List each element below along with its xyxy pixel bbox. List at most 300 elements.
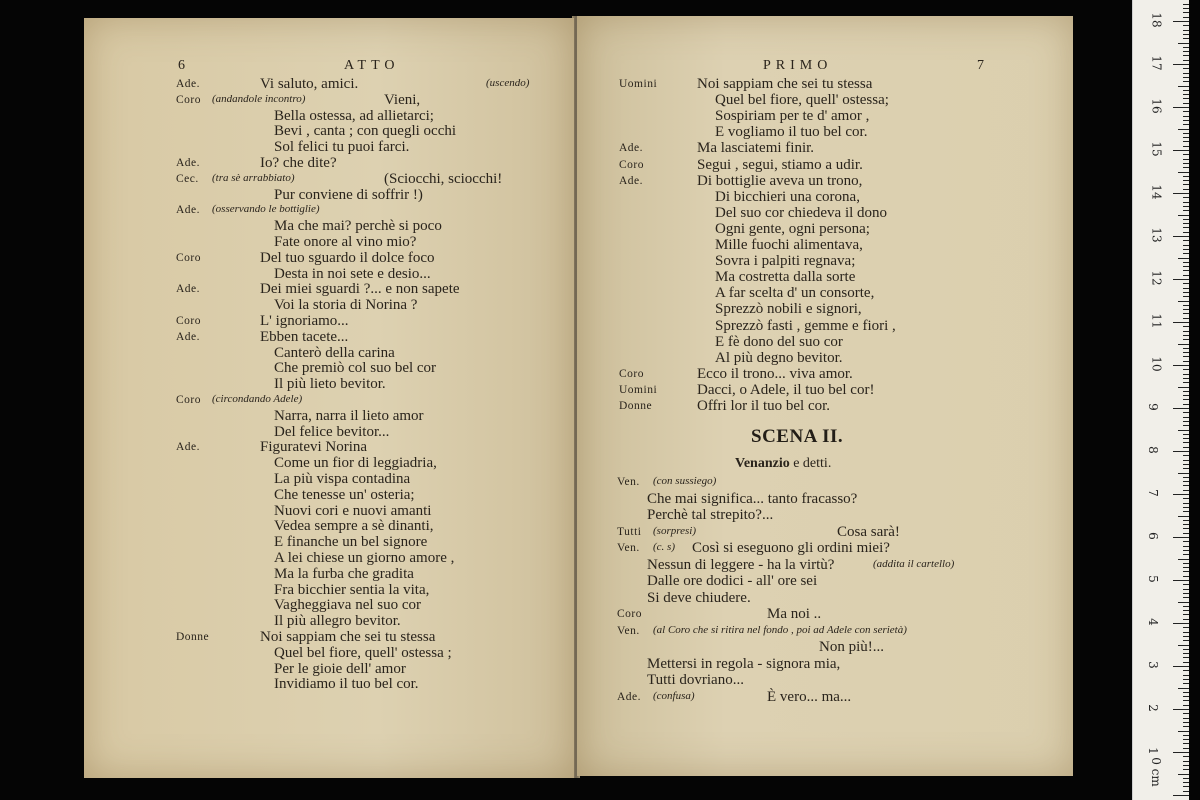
verse-line: Narra, narra il lieto amor — [274, 407, 424, 424]
ruler-tick — [1183, 202, 1189, 203]
verse-line: Che premiò col suo bel cor — [274, 360, 437, 377]
ruler-tick — [1183, 339, 1189, 340]
ruler-number: 5 — [1145, 575, 1160, 583]
verse-line: Fra bicchier sentia la vita, — [274, 581, 430, 598]
ruler-tick — [1178, 258, 1189, 259]
ruler-tick — [1183, 567, 1189, 568]
ruler-tick — [1183, 718, 1189, 719]
verse-line: Io? che dite? — [260, 155, 337, 171]
right-page — [577, 16, 1073, 776]
verse-line: Quel bel fiore, quell' ostessa ; — [274, 644, 452, 661]
ruler-number: 18 — [1149, 12, 1164, 28]
stage-direction: (osservando le bottiglie) — [212, 203, 320, 216]
ruler-tick — [1183, 275, 1189, 276]
verse-line: Invidiamo il tuo bel cor. — [274, 676, 419, 693]
ruler-tick — [1173, 236, 1189, 237]
ruler-tick — [1183, 705, 1189, 706]
verse-line: Noi sappiam che sei tu stessa — [697, 76, 873, 92]
verse-line: Così si eseguono gli ordini miei? — [692, 540, 890, 556]
ruler-tick — [1178, 645, 1189, 646]
speaker-name: Ade. — [619, 142, 644, 155]
verse-line: Nuovi cori e nuovi amanti — [274, 502, 432, 519]
speaker-name: Coro — [176, 251, 201, 264]
ruler-tick — [1183, 146, 1189, 147]
ruler-tick — [1183, 412, 1189, 413]
verse-line: Dacci, o Adele, il tuo bel cor! — [697, 381, 875, 398]
ruler-tick — [1183, 81, 1189, 82]
ruler-number: 13 — [1149, 227, 1164, 243]
ruler-tick — [1183, 769, 1189, 770]
verse-line: Ma noi .. — [767, 606, 822, 622]
ruler-tick — [1178, 387, 1189, 388]
ruler-tick — [1183, 163, 1189, 164]
ruler-tick — [1183, 68, 1189, 69]
ruler-tick — [1183, 55, 1189, 56]
ruler-tick — [1173, 408, 1189, 409]
ruler-tick — [1183, 761, 1189, 762]
stage-direction: (circondando Adele) — [212, 393, 303, 405]
ruler-tick — [1183, 47, 1189, 48]
ruler-tick — [1183, 589, 1189, 590]
ruler-tick — [1183, 283, 1189, 284]
ruler-tick — [1183, 98, 1189, 99]
characters-rest: e detti. — [793, 456, 832, 471]
ruler-tick — [1183, 662, 1189, 663]
ruler-unit: 0 cm — [1148, 757, 1163, 787]
page-header: ATTO — [344, 58, 400, 73]
verse-line: Canterò della carina — [274, 344, 395, 361]
ruler-number: 9 — [1145, 403, 1160, 411]
ruler-tick — [1183, 748, 1189, 749]
verse-line: Figuratevi Norina — [260, 439, 368, 456]
ruler-tick — [1173, 193, 1189, 194]
ruler-tick — [1173, 494, 1189, 495]
ruler-tick — [1183, 120, 1189, 121]
ruler-tick — [1178, 731, 1189, 732]
ruler-tick — [1183, 756, 1189, 757]
ruler-number: 1 — [1145, 747, 1160, 755]
ruler-tick — [1178, 559, 1189, 560]
ruler-tick — [1178, 215, 1189, 216]
ruler-tick — [1178, 129, 1189, 130]
ruler-tick — [1183, 503, 1189, 504]
ruler-tick — [1183, 679, 1189, 680]
verse-line: Tutti dovriano... — [647, 672, 744, 688]
ruler-tick — [1183, 546, 1189, 547]
ruler-tick — [1183, 627, 1189, 628]
speaker-name: Cec. — [176, 172, 199, 185]
ruler-number: 16 — [1149, 98, 1164, 114]
ruler-tick — [1183, 481, 1189, 482]
ruler-tick — [1183, 73, 1189, 74]
ruler-tick — [1183, 219, 1189, 220]
ruler-tick — [1183, 636, 1189, 637]
stage-direction: (tra sè arrabbiato) — [212, 171, 295, 184]
ruler-tick — [1173, 623, 1189, 624]
ruler-tick — [1183, 313, 1189, 314]
ruler-tick — [1183, 743, 1189, 744]
ruler-tick — [1183, 266, 1189, 267]
verse-line: Bella ostessa, ad allietarci; — [274, 107, 434, 124]
verse-line: Vagheggiava nel suo cor — [274, 597, 422, 614]
verse-line: Di bicchieri una corona, — [715, 188, 860, 205]
verse-line: Non più!... — [819, 639, 884, 655]
verse-line: Del tuo sguardo il dolce foco — [260, 249, 435, 266]
ruler-number: 4 — [1145, 618, 1160, 626]
ruler-tick — [1183, 227, 1189, 228]
speaker-name: Tutti — [617, 525, 642, 538]
ruler-tick — [1183, 391, 1189, 392]
ruler-tick — [1183, 576, 1189, 577]
ruler-tick — [1183, 404, 1189, 405]
ruler-number: 14 — [1149, 184, 1164, 200]
page-header: PRIMO — [763, 58, 833, 73]
ruler-tick — [1183, 507, 1189, 508]
speaker-name: Ade. — [176, 441, 201, 454]
ruler-tick — [1183, 34, 1189, 35]
ruler-tick — [1178, 473, 1189, 474]
ruler-tick — [1183, 550, 1189, 551]
ruler-tick — [1183, 223, 1189, 224]
ruler-tick — [1183, 447, 1189, 448]
ruler-tick — [1183, 533, 1189, 534]
verse-line: La più vispa contadina — [274, 471, 411, 487]
scene-title: SCENA II. — [751, 426, 844, 447]
verse-line: Ma costretta dalla sorte — [715, 269, 856, 286]
ruler-tick — [1183, 137, 1189, 138]
ruler-tick — [1183, 395, 1189, 396]
ruler-number: 12 — [1149, 270, 1164, 286]
ruler-tick — [1183, 378, 1189, 379]
ruler-tick — [1183, 30, 1189, 31]
ruler-tick — [1183, 176, 1189, 177]
ruler-number: 2 — [1145, 704, 1160, 712]
verse-line: E finanche un bel signore — [274, 534, 428, 551]
ruler-tick — [1183, 374, 1189, 375]
ruler-tick — [1183, 528, 1189, 529]
ruler-tick — [1173, 64, 1189, 65]
ruler-tick — [1183, 197, 1189, 198]
ruler-tick — [1173, 451, 1189, 452]
speaker-name: Ade. — [176, 157, 201, 169]
speaker-name: Ade. — [619, 174, 644, 187]
verse-line: Di bottiglie aveva un trono, — [697, 172, 863, 189]
speaker-name: Ade. — [176, 78, 201, 90]
verse-line: Mille fuochi alimentava, — [715, 237, 863, 253]
stage-direction-right: (uscendo) — [486, 77, 530, 89]
ruler-tick — [1183, 739, 1189, 740]
ruler-tick — [1183, 154, 1189, 155]
ruler-tick — [1183, 12, 1189, 13]
ruler-tick — [1183, 675, 1189, 676]
ruler-tick — [1183, 606, 1189, 607]
verse-line: Al più degno bevitor. — [715, 349, 843, 366]
speaker-name: Ven. — [617, 476, 640, 488]
ruler-tick — [1183, 460, 1189, 461]
ruler-tick — [1183, 38, 1189, 39]
verse-line: Sospiriam per te d' amor , — [715, 108, 870, 125]
ruler-tick — [1183, 94, 1189, 95]
ruler-tick — [1183, 335, 1189, 336]
ruler-tick — [1183, 184, 1189, 185]
verse-line: Come un fior di leggiadria, — [274, 455, 437, 472]
ruler-tick — [1183, 571, 1189, 572]
ruler-tick — [1183, 25, 1189, 26]
ruler-tick — [1178, 86, 1189, 87]
ruler-tick — [1183, 692, 1189, 693]
ruler-tick — [1183, 17, 1189, 18]
ruler-tick — [1183, 765, 1189, 766]
ruler-tick — [1183, 4, 1189, 5]
verse-line: Del felice bevitor... — [274, 423, 390, 440]
ruler-tick — [1173, 795, 1189, 796]
ruler-tick — [1183, 610, 1189, 611]
ruler-tick — [1183, 331, 1189, 332]
ruler-tick — [1183, 485, 1189, 486]
ruler-tick — [1183, 464, 1189, 465]
ruler-tick — [1183, 619, 1189, 620]
verse-line: È vero... ma... — [767, 688, 852, 705]
ruler-tick — [1173, 21, 1189, 22]
ruler-tick — [1183, 399, 1189, 400]
ruler-tick — [1183, 421, 1189, 422]
ruler-tick — [1173, 365, 1189, 366]
ruler-tick — [1183, 159, 1189, 160]
ruler-tick — [1183, 111, 1189, 112]
ruler-tick — [1183, 541, 1189, 542]
ruler-tick — [1183, 786, 1189, 787]
ruler-number: 7 — [1145, 489, 1160, 497]
ruler-tick — [1183, 249, 1189, 250]
verse-line: Si deve chiudere. — [647, 589, 751, 606]
ruler-tick — [1183, 245, 1189, 246]
ruler-tick — [1183, 554, 1189, 555]
ruler-tick — [1183, 593, 1189, 594]
speaker-name: Ven. — [617, 542, 640, 554]
verse-line: Sprezzò fasti , gemme e fiori , — [715, 317, 896, 334]
ruler-tick — [1178, 172, 1189, 173]
ruler-number: 10 — [1149, 356, 1164, 372]
ruler-number: 6 — [1145, 532, 1160, 540]
verse-line: Sol felici tu puoi farci. — [274, 139, 410, 156]
verse-line: A lei chiese un giorno amore , — [274, 550, 455, 566]
ruler-tick — [1183, 292, 1189, 293]
ruler-tick — [1183, 791, 1189, 792]
ruler-tick — [1183, 477, 1189, 478]
ruler-number: 11 — [1149, 313, 1164, 329]
speaker-name: Coro — [619, 367, 644, 380]
ruler-tick — [1183, 240, 1189, 241]
ruler-tick — [1183, 700, 1189, 701]
ruler-tick — [1183, 8, 1189, 9]
ruler-tick — [1183, 296, 1189, 297]
ruler-tick — [1183, 210, 1189, 211]
verse-line: Fate onore al vino mio? — [274, 234, 417, 250]
verse-line: Sprezzò nobili e signori, — [715, 301, 862, 318]
ruler-number: 15 — [1149, 141, 1164, 157]
stage-direction: (al Coro che si ritira nel fondo , poi ad Adele con serietà) — [653, 623, 907, 636]
ruler-tick — [1183, 455, 1189, 456]
speaker-name: Donne — [176, 631, 210, 643]
stage-direction: (confusa) — [653, 689, 695, 702]
ruler-tick — [1183, 116, 1189, 117]
speaker-name: Coro — [619, 158, 644, 171]
stage-direction: (con sussiego) — [653, 475, 717, 487]
ruler-tick — [1183, 597, 1189, 598]
verse-line: Ma che mai? perchè si poco — [274, 218, 442, 235]
ruler-tick — [1183, 417, 1189, 418]
speaker-name: Ade. — [176, 204, 201, 217]
stage-direction: (c. s) — [653, 541, 675, 553]
ruler-tick — [1183, 696, 1189, 697]
verse-line: Vedea sempre a sè dinanti, — [274, 518, 434, 535]
stage-direction-right: (addita il cartello) — [873, 557, 955, 570]
verse-line: Ma lasciatemi finir. — [697, 140, 815, 157]
ruler-tick — [1178, 516, 1189, 517]
ruler-tick — [1183, 60, 1189, 61]
ruler-tick — [1183, 141, 1189, 142]
ruler-tick — [1173, 666, 1189, 667]
ruler-tick — [1183, 520, 1189, 521]
ruler-tick — [1183, 713, 1189, 714]
ruler-tick — [1183, 683, 1189, 684]
speaker-name: Coro — [617, 608, 642, 620]
verse-line: Del suo cor chiedeva il dono — [715, 204, 888, 221]
page-number: 7 — [977, 58, 984, 73]
ruler-tick — [1183, 498, 1189, 499]
ruler-tick — [1183, 782, 1189, 783]
ruler-tick — [1183, 442, 1189, 443]
ruler-tick — [1183, 288, 1189, 289]
verse-line: L' ignoriamo... — [260, 313, 349, 329]
ruler-tick — [1183, 735, 1189, 736]
verse-line: Cosa sarà! — [837, 523, 900, 540]
verse-line: Ma la furba che gradita — [274, 565, 414, 582]
verse-line: Per le gioie dell' amor — [274, 660, 406, 677]
ruler-tick — [1178, 430, 1189, 431]
ruler-tick — [1183, 90, 1189, 91]
ruler-tick — [1183, 167, 1189, 168]
ruler-tick — [1178, 602, 1189, 603]
stage-direction: (andandole incontro) — [212, 92, 306, 105]
ruler-tick — [1183, 563, 1189, 564]
ruler-tick — [1173, 107, 1189, 108]
ruler-tick — [1183, 490, 1189, 491]
ruler-tick — [1183, 356, 1189, 357]
speaker-name: Uomini — [619, 383, 658, 396]
ruler-tick — [1178, 344, 1189, 345]
stage-direction: (sorpresi) — [653, 524, 696, 537]
verse-line: A far scelta d' un consorte, — [715, 285, 875, 302]
verse-line: Desta in noi sete e desio... — [274, 265, 431, 282]
verse-line: Noi sappiam che sei tu stessa — [260, 629, 436, 645]
verse-line: Segui , segui, stiamo a udir. — [697, 156, 863, 173]
verse-line: Ogni gente, ogni persona; — [715, 220, 870, 237]
measuring-ruler — [1132, 0, 1189, 800]
verse-line: Quel bel fiore, quell' ostessa; — [715, 92, 889, 109]
ruler-tick — [1183, 180, 1189, 181]
page-number: 6 — [178, 58, 185, 73]
verse-line: E fè dono del suo cor — [715, 333, 843, 350]
verse-line: Mettersi in regola - signora mia, — [647, 655, 841, 672]
ruler-tick — [1183, 670, 1189, 671]
ruler-tick — [1178, 301, 1189, 302]
ruler-tick — [1183, 653, 1189, 654]
speaker-name: Ade. — [176, 283, 201, 296]
ruler-tick — [1178, 774, 1189, 775]
ruler-tick — [1183, 361, 1189, 362]
verse-line: E vogliamo il tuo bel cor. — [715, 124, 868, 141]
verse-line: Offri lor il tuo bel cor. — [697, 398, 831, 414]
verse-line: Dei miei sguardi ?... e non sapete — [260, 281, 460, 298]
verse-line: Ebben tacete... — [260, 328, 349, 345]
ruler-tick — [1183, 425, 1189, 426]
speaker-name: Coro — [176, 93, 201, 106]
verse-line: Pur conviene di soffrir !) — [274, 186, 423, 203]
ruler-tick — [1183, 640, 1189, 641]
ruler-tick — [1183, 309, 1189, 310]
ruler-tick — [1183, 369, 1189, 370]
ruler-tick — [1183, 722, 1189, 723]
ruler-tick — [1178, 43, 1189, 44]
verse-line: Bevi , canta ; con quegli occhi — [274, 123, 457, 140]
speaker-name: Coro — [176, 315, 201, 327]
ruler-tick — [1183, 434, 1189, 435]
speaker-name: Uomini — [619, 78, 658, 90]
ruler-tick — [1183, 726, 1189, 727]
verse-line: (Sciocchi, sciocchi! — [384, 170, 503, 187]
ruler-tick — [1173, 580, 1189, 581]
ruler-tick — [1183, 614, 1189, 615]
verse-line: Che mai significa... tanto fracasso? — [647, 490, 858, 507]
verse-line: Voi la storia di Norina ? — [274, 297, 418, 314]
ruler-tick — [1173, 279, 1189, 280]
ruler-tick — [1183, 103, 1189, 104]
ruler-tick — [1183, 468, 1189, 469]
scene-characters — [735, 456, 831, 472]
ruler-number: 17 — [1149, 55, 1164, 71]
ruler-tick — [1183, 189, 1189, 190]
verse-line: Che tenesse un' osteria; — [274, 486, 415, 503]
verse-line: Nessun di leggere - ha la virtù? — [647, 556, 835, 573]
ruler-tick — [1183, 133, 1189, 134]
speaker-name: Donne — [619, 400, 653, 412]
speaker-name: Ade. — [176, 330, 201, 343]
ruler-tick — [1173, 150, 1189, 151]
left-page — [84, 18, 574, 778]
ruler-tick — [1183, 649, 1189, 650]
speaker-name: Coro — [176, 394, 201, 406]
ruler-tick — [1183, 305, 1189, 306]
verse-line: Perchè tal strepito?... — [647, 507, 774, 523]
ruler-tick — [1183, 382, 1189, 383]
ruler-tick — [1183, 524, 1189, 525]
ruler-number: 3 — [1145, 661, 1160, 669]
ruler-tick — [1183, 124, 1189, 125]
ruler-number: 8 — [1145, 446, 1160, 454]
ruler-tick — [1173, 537, 1189, 538]
ruler-tick — [1183, 77, 1189, 78]
verse-line: Ecco il trono... viva amor. — [697, 365, 853, 382]
ruler-tick — [1183, 657, 1189, 658]
verse-line: Il più lieto bevitor. — [274, 376, 386, 393]
ruler-tick — [1183, 511, 1189, 512]
ruler-tick — [1178, 688, 1189, 689]
ruler-tick — [1183, 438, 1189, 439]
ruler-tick — [1183, 318, 1189, 319]
verse-line: Dalle ore dodici - all' ore sei — [647, 573, 818, 589]
verse-line: Vieni, — [384, 91, 421, 108]
